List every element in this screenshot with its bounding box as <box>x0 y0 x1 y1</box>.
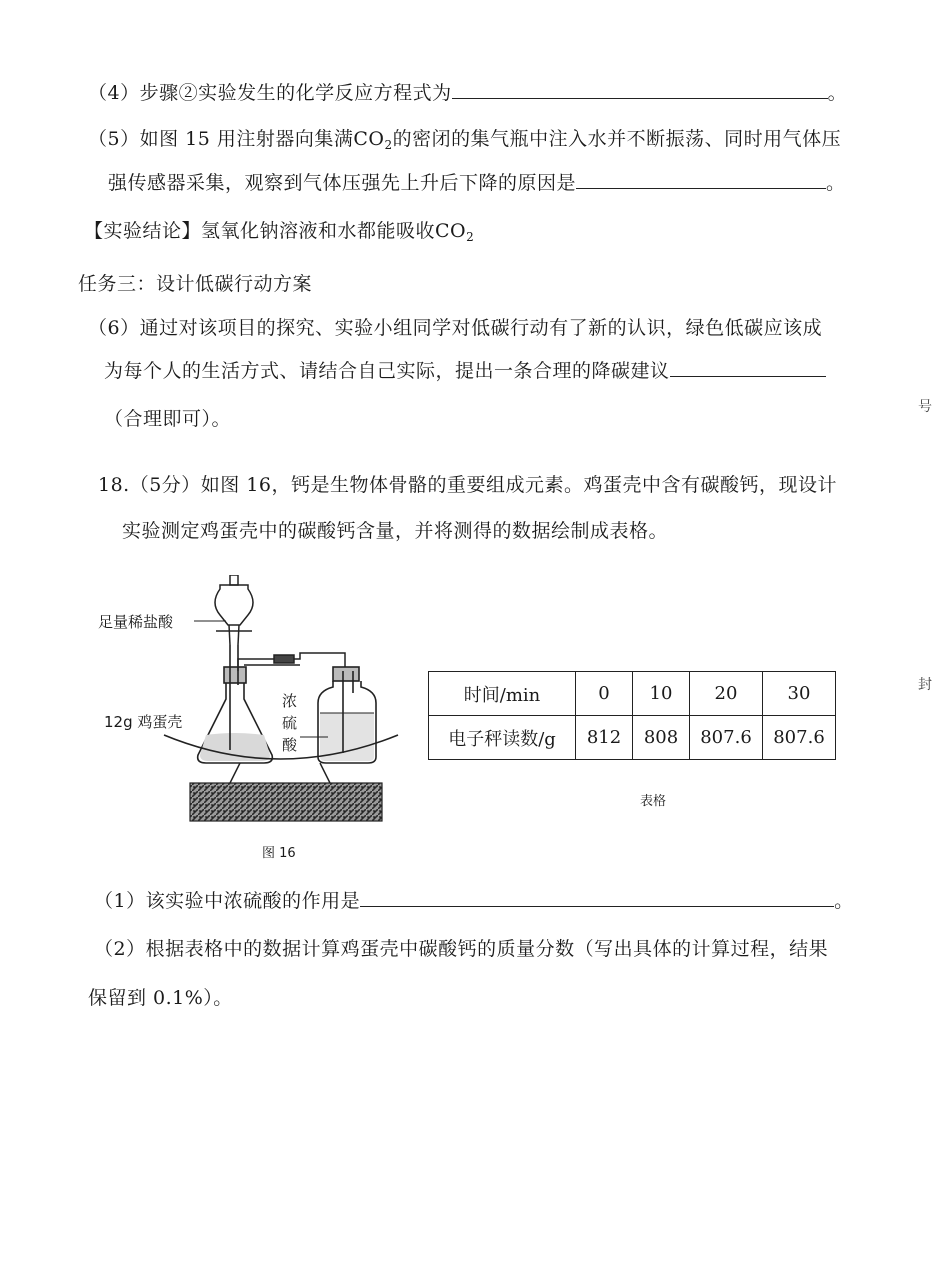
figure-caption: 图 16 <box>262 846 296 861</box>
header-reading: 电子秤读数/g <box>429 716 576 760</box>
wash-bottle <box>318 667 376 763</box>
question-18-line2: 实验测定鸡蛋壳中的碳酸钙含量，并将测得的数据绘制成表格。 <box>122 520 669 542</box>
task-3-heading: 任务三：设计低碳行动方案 <box>78 273 313 295</box>
table-cell: 0 <box>576 672 633 716</box>
label-dilute-hcl: 足量稀盐酸 <box>98 613 174 631</box>
question-6-line2: 为每个人的生活方式、请结合自己实际，提出一条合理的降碳建议 <box>104 358 826 384</box>
question-18-line1: 18.（5分）如图 16，钙是生物体骨骼的重要组成元素。鸡蛋壳中含有碳酸钙，现设计 <box>98 474 838 496</box>
answer-blank-18-1[interactable] <box>360 888 834 907</box>
table-cell: 10 <box>633 672 690 716</box>
table-cell: 812 <box>576 716 633 760</box>
label-h2so4-2: 硫 <box>282 714 298 732</box>
label-h2so4-1: 浓 <box>282 692 298 710</box>
margin-mark: 号 <box>918 399 932 415</box>
question-18-2-line2: 保留到 0.1%）。 <box>88 987 233 1009</box>
table-caption: 表格 <box>640 794 667 809</box>
question-4: （4）步骤②实验发生的化学反应方程式为 。 <box>88 82 848 104</box>
header-time: 时间/min <box>429 672 576 716</box>
table-cell: 20 <box>690 672 763 716</box>
margin-mark: 封 <box>918 677 932 693</box>
connecting-tube <box>238 653 345 671</box>
question-18-1: （1）该实验中浓硫酸的作用是 。 <box>94 890 854 912</box>
table-cell: 807.6 <box>690 716 763 760</box>
question-5-line1: （5）如图 15 用注射器向集满$CO_2$的密闭的集气瓶中注入水并不断振荡、同时用气体压 <box>88 128 842 152</box>
answer-blank-5[interactable] <box>576 170 826 189</box>
question-18-2-line1: （2）根据表格中的数据计算鸡蛋壳中碳酸钙的质量分数（写出具体的计算过程，结果 <box>94 938 829 960</box>
label-h2so4-3: 酸 <box>282 736 298 754</box>
conical-flask <box>198 645 273 763</box>
data-table <box>428 671 836 760</box>
table-row <box>429 672 836 716</box>
label-eggshell: 12g 鸡蛋壳 <box>104 713 183 731</box>
question-5-line2: 强传感器采集，观察到气体压强先上升后下降的原因是 。 <box>108 172 846 194</box>
question-6-line1: （6）通过对该项目的探究、实验小组同学对低碳行动有了新的认识，绿色低碳应该成 <box>88 317 823 339</box>
separatory-funnel <box>215 575 253 645</box>
table-cell: 30 <box>763 672 836 716</box>
question-6-line3: （合理即可）。 <box>104 408 232 430</box>
answer-blank-4[interactable] <box>452 80 828 99</box>
table-row <box>429 716 836 760</box>
answer-blank-6[interactable] <box>670 358 826 377</box>
electronic-balance <box>190 783 382 821</box>
experiment-conclusion: 【实验结论】氢氧化钠溶液和水都能吸收$CO_2$ <box>84 220 475 244</box>
table-cell: 807.6 <box>763 716 836 760</box>
table-cell: 808 <box>633 716 690 760</box>
